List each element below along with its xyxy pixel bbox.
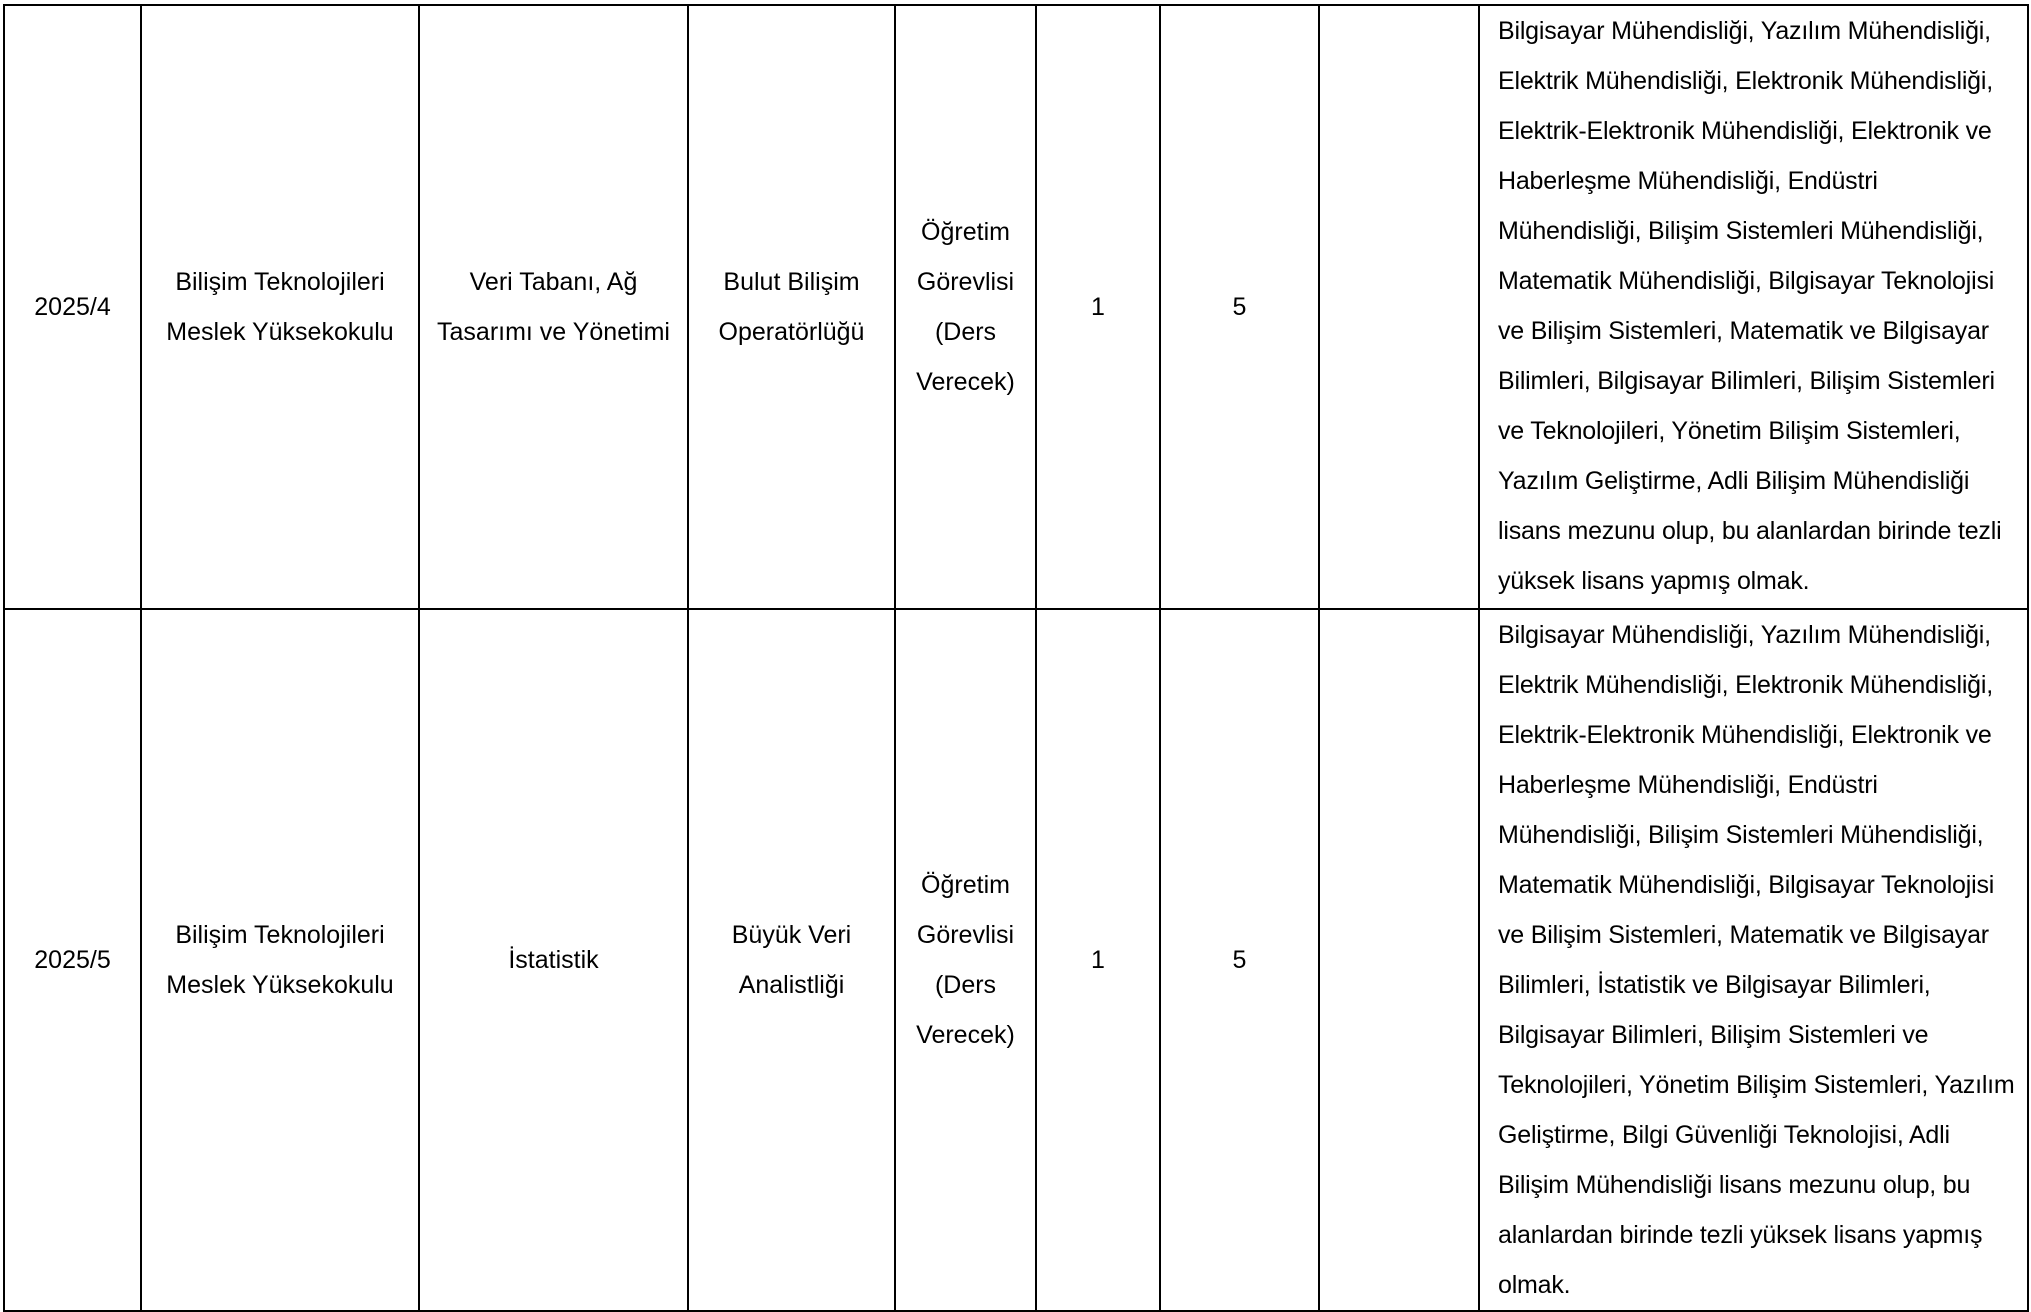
requirements-text: Bilgisayar Mühendisliği, Yazılım Mühendisliği, Elektrik Mühendisliği, Elektronik Mühendisliği, Elektrik-Elektronik Mühendisliği, Elektronik ve Haberleşme Mühendisliği, Endüstri Mühendisliği, Bilişim Sistemleri Mühendisliği, Matematik Mühendisliği, Bilgisayar Teknolojisi ve Bilişim Sistemleri, Matematik ve Bilgisayar Bilimleri, Bilgisayar Bilimleri, Bilişim Sistemleri ve Teknolojileri, Yönetim Bilişim Sistemleri, Yazılım Geliştirme, Adli Bilişim Mühendisliği lisans mezunu olup, bu alanlardan birinde tezli yüksek lisans yapmış olmak.: [1498, 17, 2002, 595]
quantity-cell: [1036, 609, 1160, 1311]
quantity: 1: [1091, 293, 1105, 321]
posting-number: 2025/4: [34, 293, 111, 321]
quantity-cell: [1036, 5, 1160, 609]
department-name: İstatistik: [508, 946, 599, 974]
unit-name: Bilişim Teknolojileri Meslek Yüksekokulu: [166, 268, 394, 346]
grade-cell: [1160, 609, 1319, 1311]
requirements-cell: [1479, 5, 2028, 609]
program-cell: [688, 609, 895, 1311]
posting-number-cell: [4, 609, 141, 1311]
requirements-text: Bilgisayar Mühendisliği, Yazılım Mühendisliği, Elektrik Mühendisliği, Elektronik Mühendisliği, Elektrik-Elektronik Mühendisliği, Elektronik ve Haberleşme Mühendisliği, Endüstri Mühendisliği, Bilişim Sistemleri Mühendisliği, Matematik Mühendisliği, Bilgisayar Teknolojisi ve Bilişim Sistemleri, Matematik ve Bilgisayar Bilimleri, İstatistik ve Bilgisayar Bilimleri, Bilgisayar Bilimleri, Bilişim Sistemleri ve Teknolojileri, Yönetim Bilişim Sistemleri, Yazılım Geliştirme, Bilgi Güvenliği Teknolojisi, Adli Bilişim Mühendisliği lisans mezunu olup, bu alanlardan birinde tezli yüksek lisans yapmış olmak.: [1498, 621, 2015, 1299]
grade: 5: [1232, 293, 1247, 321]
position-title: Öğretim Görevlisi (Ders Verecek): [916, 871, 1015, 1049]
position-title: Öğretim Görevlisi (Ders Verecek): [916, 218, 1015, 396]
unit-name: Bilişim Teknolojileri Meslek Yüksekokulu: [166, 921, 394, 999]
grade: 5: [1232, 946, 1247, 974]
posting-number: 2025/5: [34, 946, 111, 974]
quantity: 1: [1091, 946, 1105, 974]
table-row: [4, 609, 2028, 1311]
department-cell: [419, 609, 688, 1311]
grade-cell: [1160, 5, 1319, 609]
program-cell: [688, 5, 895, 609]
unit-cell: [141, 5, 419, 609]
department-cell: [419, 5, 688, 609]
requirements-cell: [1479, 609, 2028, 1311]
program-name: Bulut Bilişim Operatörlüğü: [718, 268, 865, 346]
position-listing-table: [3, 4, 2029, 1312]
empty-cell: [1319, 609, 1479, 1311]
table-row: [4, 5, 2028, 609]
unit-cell: [141, 609, 419, 1311]
department-name: Veri Tabanı, Ağ Tasarımı ve Yönetimi: [437, 268, 670, 346]
position-title-cell: [895, 5, 1036, 609]
program-name: Büyük Veri Analistliği: [731, 921, 852, 999]
posting-number-cell: [4, 5, 141, 609]
position-title-cell: [895, 609, 1036, 1311]
empty-cell: [1319, 5, 1479, 609]
